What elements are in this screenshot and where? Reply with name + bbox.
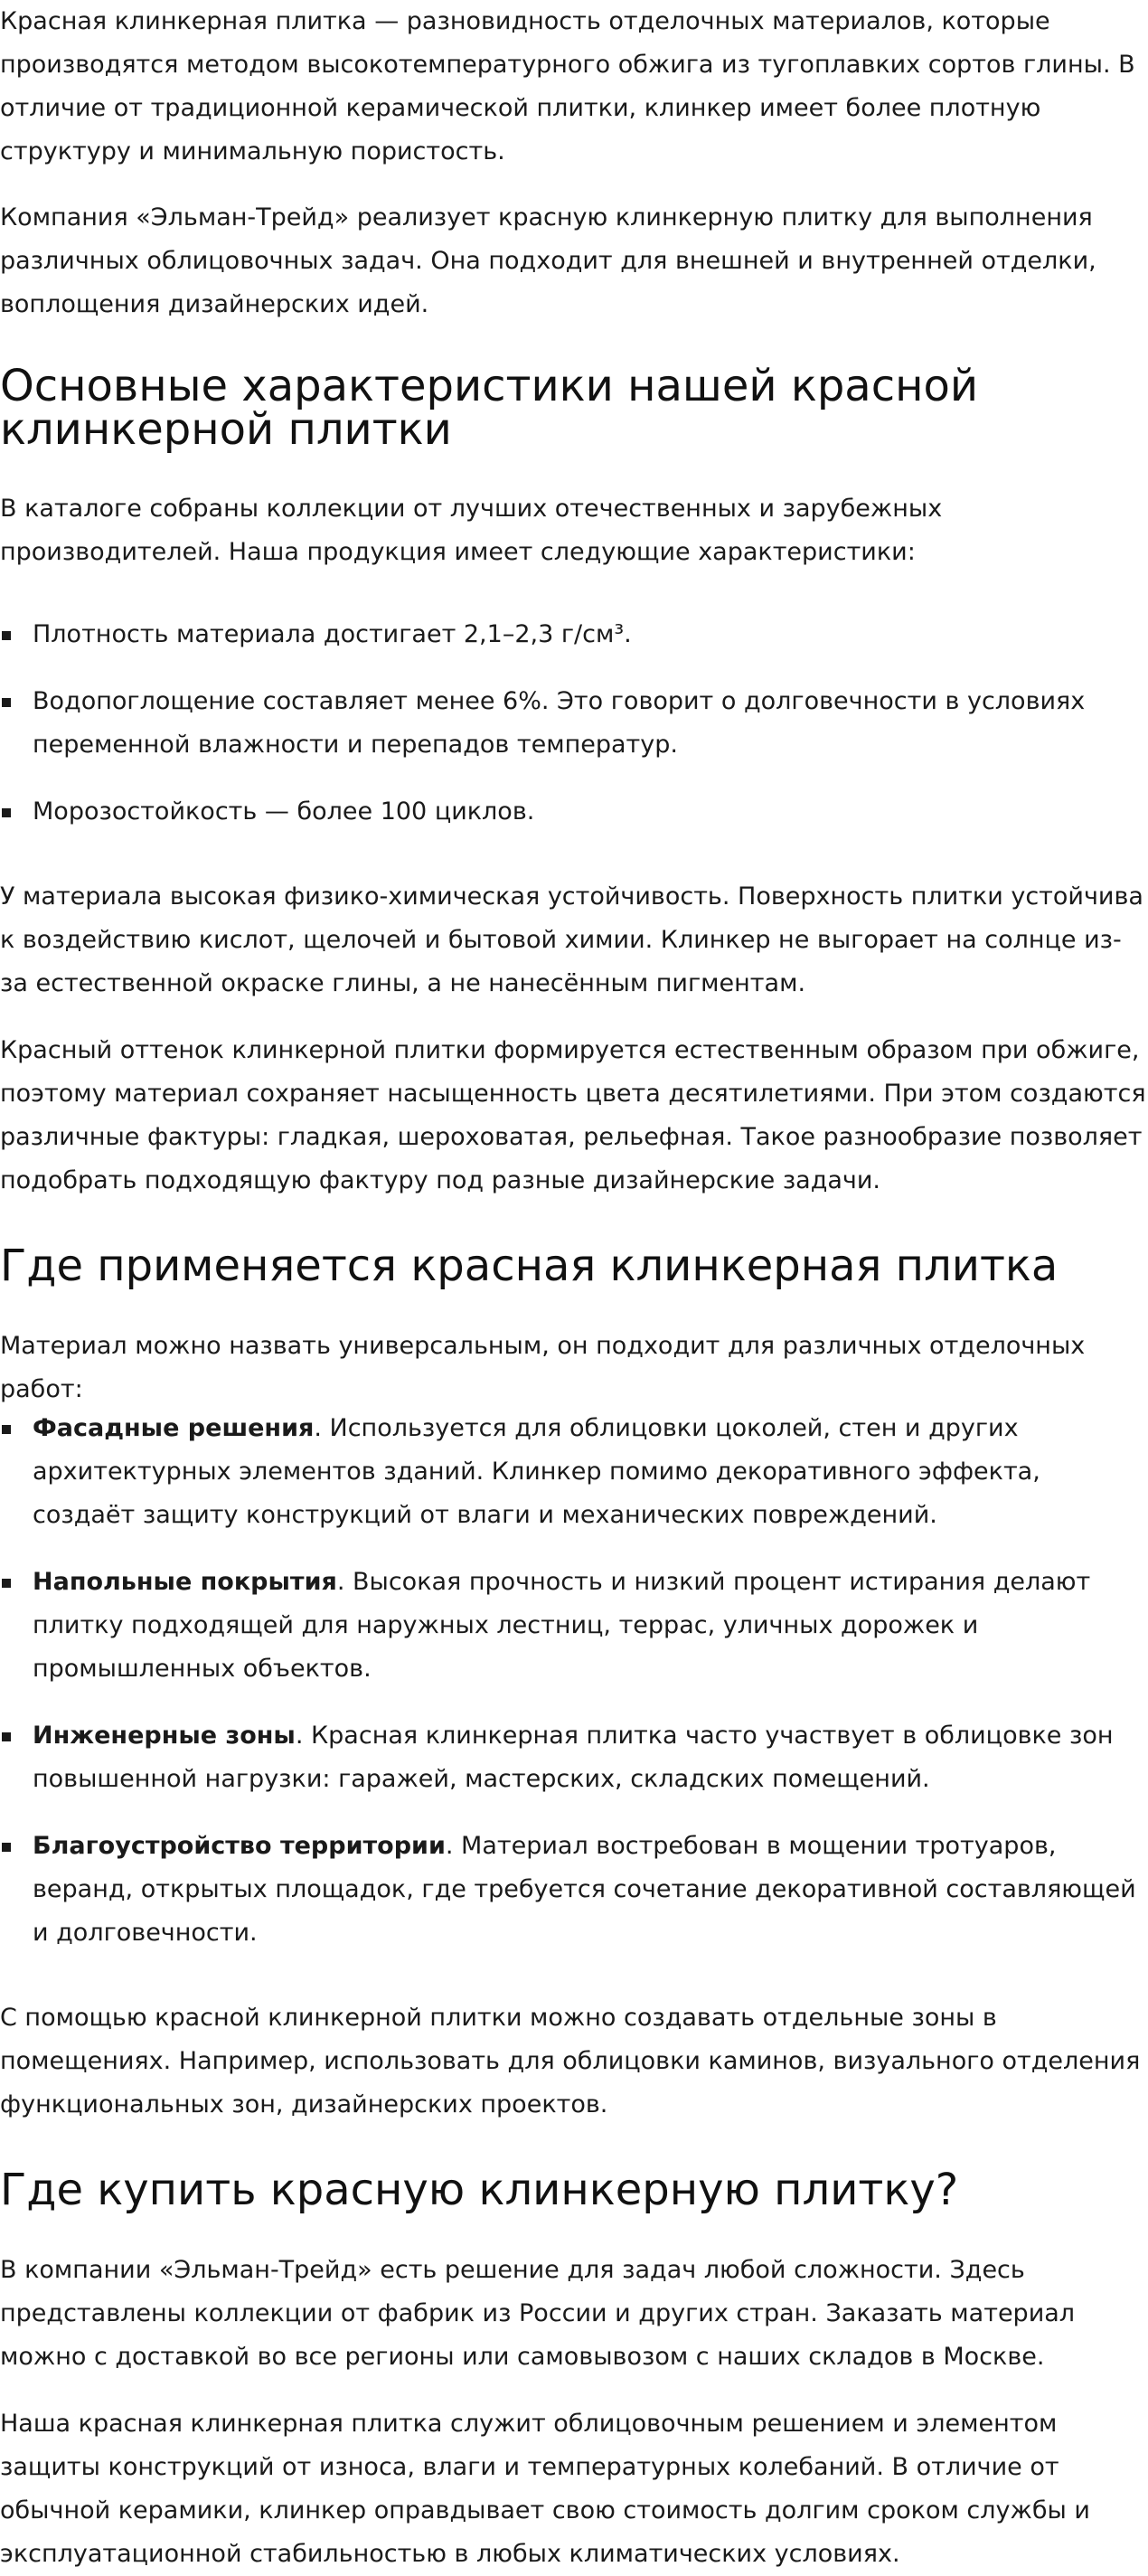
list-item-text: . Высокая прочность и низкий процент истирания делают плитку подходящей для наружных лестниц, террас, уличных дорожек и промышленных объектов. bbox=[33, 1568, 1091, 1683]
list-item-text: . Материал востребован в мощении тротуаров, веранд, открытых площадок, где требуется сочетание декоративной составляющей и долговечности. bbox=[33, 1832, 1136, 1947]
list-item: Морозостойкость — более 100 циклов. bbox=[0, 790, 534, 834]
intro-paragraph-1: Красная клинкерная плитка — разновидность отделочных материалов, которые производятся методом высокотемпературного обжига из тугоплавких сортов глины. В отличие от традиционной керамической плитки, клинкер имеет более плотную структуру и минимальную пористость. bbox=[0, 7, 1135, 165]
intro-paragraph-2: Компания «Эльман-Трейд» реализует красную клинкерную плитку для выполнения различных облицовочных задач. Она подходит для внешней и внутренней отделки, воплощения дизайнерских идей. bbox=[0, 203, 1096, 318]
usage-intro: Материал можно назвать универсальным, он подходит для различных отделочных работ: bbox=[0, 1332, 1086, 1403]
buy-paragraph-2: Наша красная клинкерная плитка служит облицовочным решением и элементом защиты конструкций от износа, влаги и температурных колебаний. В отличие от обычной керамики, клинкер оправдывает свою стоимость долгим сроком службы и эксплуатационной стабильностью в любых климатических условиях. bbox=[0, 2410, 1090, 2568]
list-item-term: Инженерные зоны bbox=[33, 1722, 296, 1750]
buy-heading: Где купить красную клинкерную плитку? bbox=[0, 2165, 959, 2215]
list-item-term: Благоустройство территории bbox=[33, 1832, 446, 1860]
usage-outro: С помощью красной клинкерной плитки можно создавать отдельные зоны в помещениях. Например, использовать для облицовки каминов, визуального отделения функциональных зон, дизайнерских проектов. bbox=[0, 2004, 1141, 2118]
list-item: Плотность материала достигает 2,1–2,3 г/см³. bbox=[0, 613, 632, 656]
list-item: Водопоглощение составляет менее 6%. Это говорит о долговечности в условиях переменной влажности и перепадов температур. bbox=[0, 680, 1146, 767]
list-item bbox=[0, 1407, 1146, 1537]
buy-paragraph-1: В компании «Эльман-Трейд» есть решение для задач любой сложности. Здесь представлены коллекции от фабрик из России и других стран. Заказать материал можно с доставкой во все регионы или самовывозом с наших складов в Москве. bbox=[0, 2256, 1076, 2371]
list-item-term: Напольные покрытия bbox=[33, 1568, 337, 1596]
list-item-text: . Используется для облицовки цоколей, стен и других архитектурных элементов зданий. Клинкер помимо декоративного эффекта, создаёт защиту конструкций от влаги и механических повреждений. bbox=[33, 1414, 1040, 1529]
usage-heading: Где применяется красная клинкерная плитка bbox=[0, 1241, 1059, 1291]
list-item bbox=[0, 1714, 1146, 1801]
properties-paragraph-2: Красный оттенок клинкерной плитки формируется естественным образом при обжиге, поэтому материал сохраняет насыщенность цвета десятилетиями. При этом создаются различные фактуры: гладкая, шероховатая, рельефная. Такое разнообразие позволяет подобрать подходящую фактуру под разные дизайнерские задачи. bbox=[0, 1036, 1146, 1194]
list-item-text: . Красная клинкерная плитка часто участвует в облицовке зон повышенной нагрузки: гаражей, мастерских, складских помещений. bbox=[33, 1722, 1114, 1793]
properties-paragraph-1: У материала высокая физико-химическая устойчивость. Поверхность плитки устойчива к воздействию кислот, щелочей и бытовой химии. Клинкер не выгорает на солнце из-за естественной окраске глины, а не нанесённым пигментам. bbox=[0, 882, 1143, 997]
characteristics-intro: В каталоге собраны коллекции от лучших отечественных и зарубежных производителей. Наша продукция имеет следующие характеристики: bbox=[0, 495, 943, 566]
list-item bbox=[0, 1561, 1146, 1691]
list-item-term: Фасадные решения bbox=[33, 1414, 315, 1442]
characteristics-heading: Основные характеристики нашей красной клинкерной плитки bbox=[0, 361, 979, 455]
list-item bbox=[0, 1825, 1146, 1955]
